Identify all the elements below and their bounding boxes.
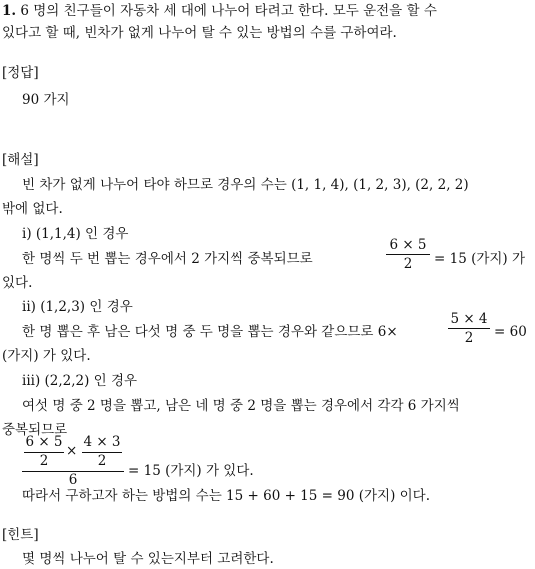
case3-title: iii) (2,2,2) 인 경우 xyxy=(22,373,138,389)
case2-title: ii) (1,2,3) 인 경우 xyxy=(22,299,133,315)
problem-text-2: 있다고 할 때, 빈차가 없게 나누어 탈 수 있는 방법의 수를 구하여라. xyxy=(2,25,397,41)
answer-heading: [정답] xyxy=(2,65,39,81)
hint-heading: [힌트] xyxy=(2,527,39,543)
case1-result: = 15 (가지) 가 xyxy=(434,251,526,267)
case2-frac-denominator: 2 xyxy=(464,330,474,346)
case3-outer-denominator: 6 xyxy=(68,472,78,488)
case2-text-1: 한 명 뽑은 후 남은 다섯 명 중 두 명을 뽑는 경우와 같으므로 6× xyxy=(22,324,398,340)
case1-text-1: 한 명씩 두 번 뽑는 경우에서 2 가지씩 중복되므로 xyxy=(22,251,313,267)
case2-fraction xyxy=(448,311,490,346)
problem-number: 1. xyxy=(2,3,17,19)
hint-text: 몇 명씩 나누어 탈 수 있는지부터 고려한다. xyxy=(22,551,274,567)
solution-conclusion: 따라서 구하고자 하는 방법의 수는 15 + 60 + 15 = 90 (가지) 이다. xyxy=(22,488,430,504)
case3-times: × xyxy=(66,443,78,459)
case1-title: i) (1,1,4) 인 경우 xyxy=(22,226,129,242)
case1-frac-denominator: 2 xyxy=(403,256,413,272)
case3-f2-numerator: 4 × 3 xyxy=(83,434,121,450)
case3-f2-denominator: 2 xyxy=(97,453,107,469)
case3-text-1: 여섯 명 중 2 명을 뽑고, 남은 네 명 중 2 명을 뽑는 경우에서 각각 6 가지씩 xyxy=(22,398,460,414)
case3-result: = 15 (가지) 가 있다. xyxy=(128,463,254,479)
solution-heading: [해설] xyxy=(2,152,39,168)
case2-result: = 60 xyxy=(494,324,527,340)
case3-text-2: 중복되므로 xyxy=(2,422,68,438)
problem-line-1 xyxy=(2,2,437,20)
problem-text-1: 6 명의 친구들이 자동차 세 대에 나누어 타려고 한다. 모두 운전을 할 수 xyxy=(20,3,437,19)
fraction-bar xyxy=(386,254,430,255)
case2-frac-numerator: 5 × 4 xyxy=(450,311,488,327)
answer-value: 90 가지 xyxy=(22,92,70,108)
case1-text-2: 있다. xyxy=(2,275,33,291)
case3-f1-denominator: 2 xyxy=(39,453,49,469)
solution-intro-1: 빈 차가 없게 나누어 타야 하므로 경우의 수는 (1, 1, 4), (1, 2, 3), (2, 2, 2) xyxy=(22,177,469,193)
case2-text-2: (가지) 가 있다. xyxy=(2,348,91,364)
case1-fraction xyxy=(386,237,430,272)
fraction-bar xyxy=(448,328,490,329)
case3-f1-numerator: 6 × 5 xyxy=(25,434,63,450)
solution-intro-2: 밖에 없다. xyxy=(2,201,63,217)
case1-frac-numerator: 6 × 5 xyxy=(389,237,427,253)
